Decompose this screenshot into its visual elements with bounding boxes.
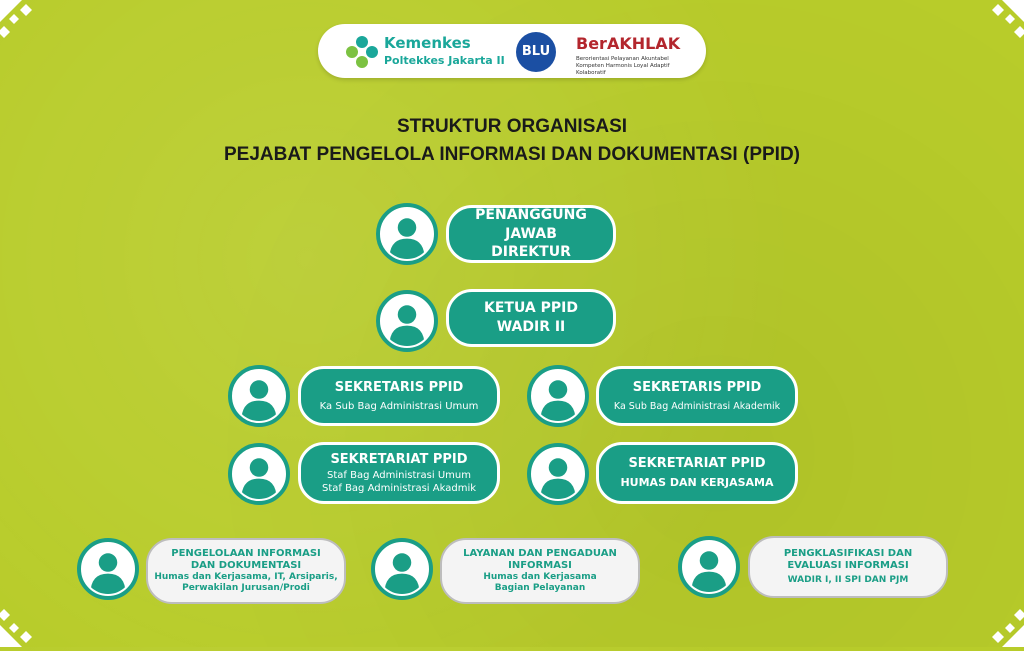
box-ketua-line1: KETUA PPID (484, 300, 578, 317)
box-sekretaris-umum-title: SEKRETARIS PPID (334, 379, 464, 395)
box-sekretariat-staf (298, 442, 500, 504)
page-title: STRUKTUR ORGANISASI (396, 116, 628, 137)
person-avatar-icon (371, 538, 433, 600)
box-sekretaris-akademik-sub: Ka Sub Bag Administrasi Akademik (613, 400, 781, 412)
kemenkes-logo-icon (344, 34, 380, 70)
person-avatar-icon (678, 536, 740, 598)
person-avatar-icon (228, 443, 290, 505)
logo-bar (318, 24, 706, 78)
person-avatar-icon (228, 365, 290, 427)
box-sekretariat-humas-title: SEKRETARIAT PPID (628, 456, 766, 472)
person-avatar-icon (376, 290, 438, 352)
box-penanggung-line1: PENANGGUNG JAWAB (475, 206, 587, 242)
box-sekretaris-umum-sub: Ka Sub Bag Administrasi Umum (319, 400, 479, 412)
box-klasifikasi-title2: EVALUASI INFORMASI (787, 559, 909, 571)
page-subtitle: PEJABAT PENGELOLA INFORMASI DAN DOKUMENTASI (PPID) (224, 144, 800, 165)
box-klasifikasi-title1: PENGKLASIFIKASI DAN (783, 547, 913, 559)
box-penanggung-jawab (446, 205, 616, 263)
box-sekretariat-staf-title: SEKRETARIAT PPID (330, 451, 468, 467)
corner-ornament-bottom-left (0, 587, 60, 647)
person-avatar-icon (376, 203, 438, 265)
box-pengelolaan-informasi (146, 538, 346, 604)
box-sekretariat-staf-sub2: Staf Bag Administrasi Akadmik (321, 482, 477, 494)
box-ketua-ppid (446, 289, 616, 347)
box-penanggung-line2: DIREKTUR (491, 244, 571, 261)
corner-ornament-top-left (0, 0, 60, 60)
box-sekretaris-umum (298, 366, 500, 426)
box-sekretaris-akademik (596, 366, 798, 426)
berakhlak-tagline: Berorientasi Pelayanan Akuntabel Kompeten Harmonis Loyal Adaptif Kolaboratif (576, 56, 670, 76)
box-layanan-title2: INFORMASI (508, 559, 572, 571)
blu-logo: BLU (516, 32, 556, 72)
person-avatar-icon (77, 538, 139, 600)
berakhlak-title: BerAKHLAK (576, 34, 681, 53)
box-pengelolaan-title1: PENGELOLAAN INFORMASI (171, 547, 321, 559)
person-avatar-icon (527, 443, 589, 505)
box-layanan-sub2: Bagian Pelayanan (494, 583, 586, 593)
box-sekretariat-humas-sub: HUMAS DAN KERJASAMA (620, 475, 774, 489)
box-sekretariat-staf-sub1: Staf Bag Administrasi Umum (327, 470, 471, 482)
corner-ornament-bottom-right (964, 587, 1024, 647)
box-ketua-line2: WADIR II (496, 319, 566, 335)
person-avatar-icon (527, 365, 589, 427)
box-pengklasifikasi (748, 536, 948, 598)
box-layanan-sub1: Humas dan Kerjasama (483, 571, 597, 582)
corner-ornament-top-right (964, 0, 1024, 60)
box-pengelolaan-sub2: Perwakilan Jurusan/Prodi (182, 583, 310, 593)
box-layanan-pengaduan (440, 538, 640, 604)
box-layanan-title1: LAYANAN DAN PENGADUAN (463, 547, 617, 559)
box-klasifikasi-sub1: WADIR I, II SPI DAN PJM (787, 574, 909, 585)
box-sekretariat-humas (596, 442, 798, 504)
kemenkes-title: Kemenkes (384, 34, 471, 52)
box-pengelolaan-sub1: Humas dan Kerjasama, IT, Arsiparis, (154, 571, 338, 582)
box-pengelolaan-title2: DAN DOKUMENTASI (190, 559, 302, 571)
box-sekretaris-akademik-title: SEKRETARIS PPID (632, 380, 762, 396)
kemenkes-subtitle: Poltekkes Jakarta II (384, 54, 505, 67)
